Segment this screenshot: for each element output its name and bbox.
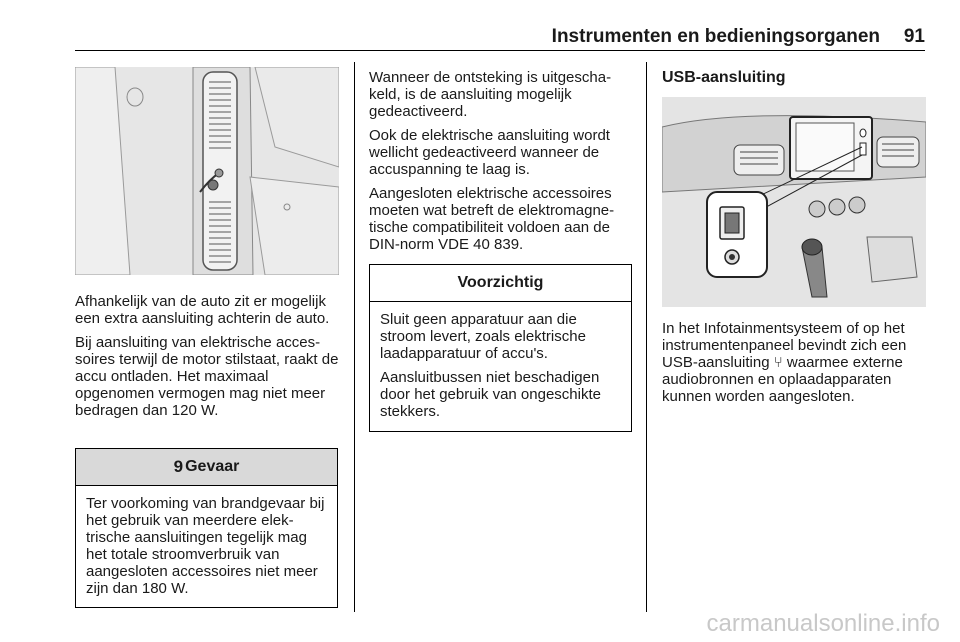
paragraph: Ook de elektrische aansluiting wordt wellicht gedeactiveerd wanneer de accuspanning te laag is. [369, 127, 610, 178]
caution-box-title: Voorzichtig [370, 265, 631, 302]
column-3-text [662, 320, 927, 412]
page-number: 91 [903, 26, 925, 47]
paragraph: Bij aansluiting van elektrische accessoires terwijl de motor stilstaat, raakt de accu ontladen. Het maximaal opgenomen vermogen mag niet meer bedragen dan 120 W. [75, 334, 339, 419]
section-heading: USB-aansluiting [662, 69, 786, 86]
column-1-text [75, 293, 340, 426]
danger-box-text: Ter voorkoming van brandgevaar bij het gebruik van meerdere elektrische aansluitingen tegelijk mag het totale stroomverbruik van aangesloten accessoires niet meer zijn dan 180 W. [86, 495, 325, 597]
chapter-title: Instrumenten en bedieningsorganen [551, 26, 880, 47]
danger-box-header [76, 449, 337, 486]
paragraph: Aangesloten elektrische accessoires moeten wat betreft de elektromagnetische compatibiliteit voldoen aan de DIN-norm VDE 40 839. [369, 185, 615, 253]
column-divider-right [646, 62, 647, 612]
paragraph: Wanneer de ontsteking is uitgeschakeld, is de aansluiting mogelijk gedeactiveerd. [369, 69, 612, 120]
watermark: carmanualsonline.info [706, 610, 940, 637]
paragraph: In het Infotainmentsysteem of op het instrumentenpaneel bevindt zich een USB-aansluiting ⑂ waarmee externe audiobronnen en oplaadapparaten kunnen worden aangesloten. [662, 320, 907, 405]
warning-triangle-icon: 9 [173, 457, 184, 476]
danger-warning-box [75, 448, 338, 608]
caution-box-paragraph: Aansluitbussen niet beschadigen door het gebruik van ongeschikte stekkers. [380, 369, 601, 420]
column-divider-left [354, 62, 355, 612]
usb-port-illustration [662, 97, 926, 307]
danger-box-title: Gevaar [185, 458, 240, 475]
caution-box [369, 264, 632, 432]
column-2-text [369, 69, 634, 260]
header-rule [75, 50, 925, 51]
rear-outlet-illustration [75, 67, 339, 275]
caution-box-paragraph: Sluit geen apparatuur aan die stroom levert, zoals elektrische laadapparatuur of accu's. [380, 311, 586, 362]
paragraph: Afhankelijk van de auto zit er mogelijk een extra aansluiting achterin de auto. [75, 293, 330, 327]
